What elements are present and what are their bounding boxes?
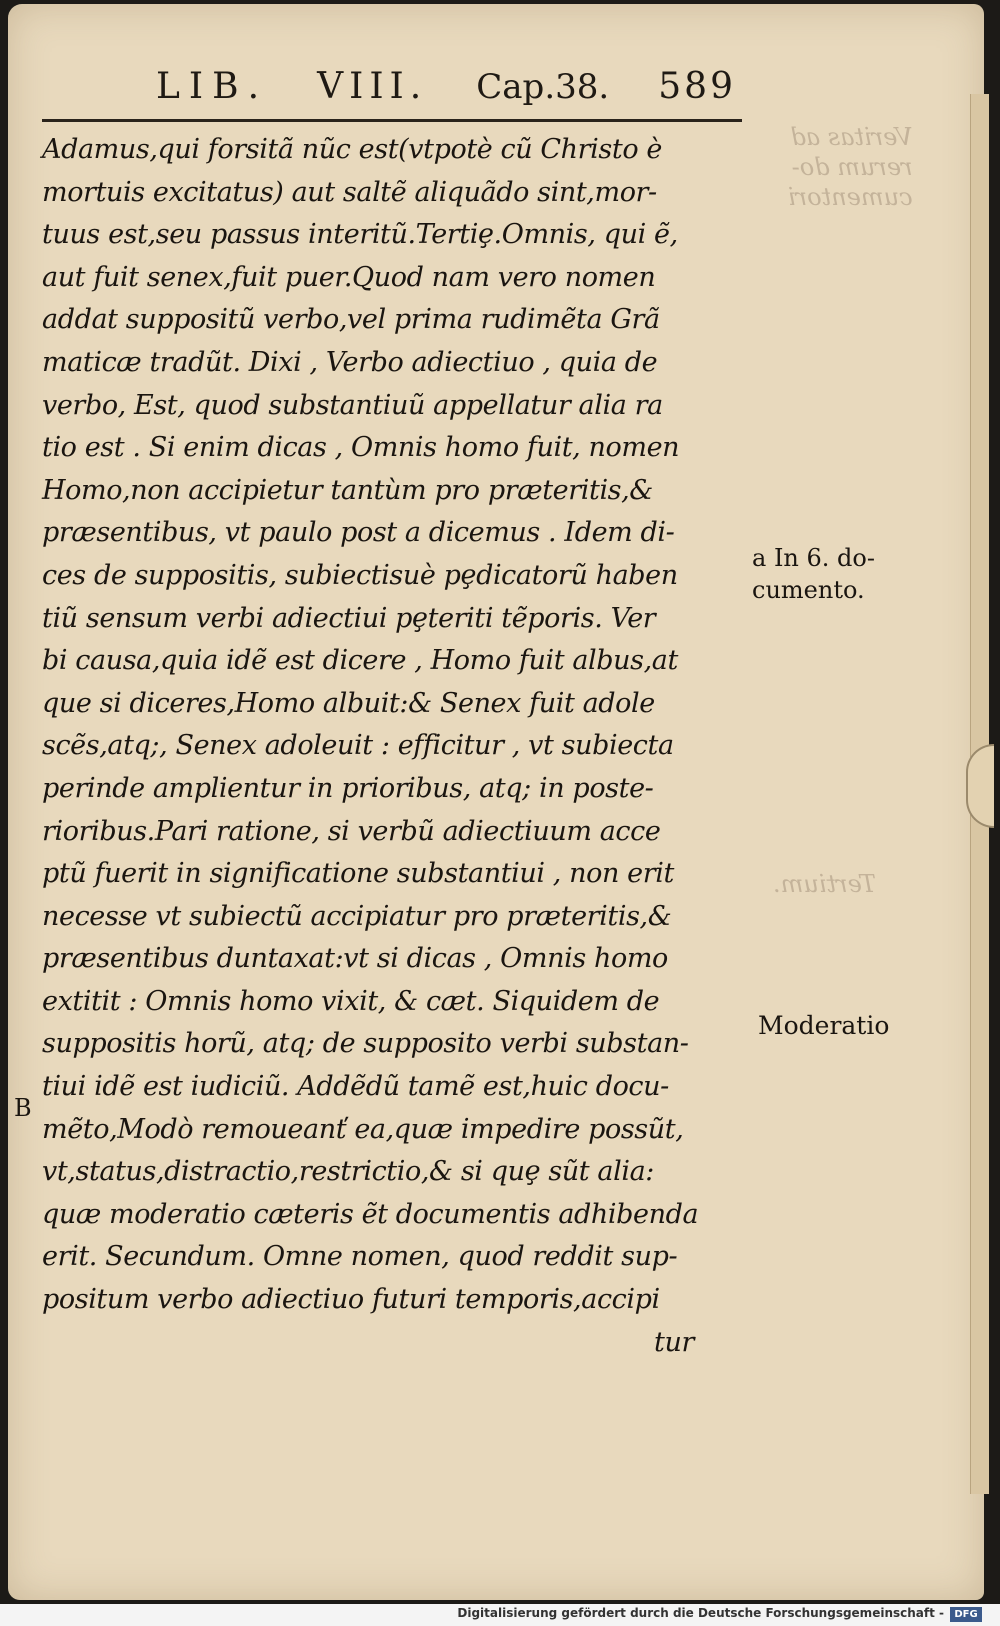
text-line: addat suppositũ verbo,vel prima rudimẽta Grã [42,304,660,336]
text-line: suppositis horũ, atq; de supposito verbi substan- [42,1028,689,1060]
text-line: scẽs,atq;, Senex adoleuit : efficitur , vt subiecta [42,730,674,762]
text-line: tiui idẽ est iudiciũ. Addẽdũ tamẽ est,huic docu- [42,1071,669,1103]
text-line: necesse vt subiectũ accipiatur pro præteritis,& [42,900,672,932]
text-line: positum verbo adiectiuo futuri temporis,accipi [42,1284,660,1316]
text-line: tio est . Si enim dicas , Omnis homo fuit, nomen [42,432,680,464]
text-line: erit. Secundum. Omne nomen, quod reddit sup- [42,1241,678,1273]
text-line: Homo,non accipietur tantùm pro præteritis,& [42,474,653,506]
page-number: 589 [658,66,736,107]
text-line: præsentibus duntaxat:vt si dicas , Omnis homo [42,943,668,975]
catchword: tur [654,1326,694,1358]
text-line: extitit : Omnis homo vixit, & cæt. Siquidem de [42,985,660,1017]
footer-credit: Digitalisierung gefördert durch die Deutsche Forschungsgemeinschaft - [457,1606,944,1620]
text-line: tuus est,seu passus interitũ.Tertiȩ.Omnis, qui ẽ, [42,219,678,251]
text-line: mortuis excitatus) aut saltẽ aliquãdo sint,mor- [42,176,657,208]
book-page [8,4,984,1600]
text-line: Adamus,qui forsitã nũc est(vtpotè cũ Christo è [42,134,662,165]
body-text [42,129,742,1364]
text-line: tiũ sensum verbi adiectiui pȩteriti tẽporis. Ver [42,602,656,634]
text-line: ptũ fuerit in significatione substantiui , non erit [42,858,674,890]
text-line: perinde amplientur in prioribus, atq; in poste- [42,772,654,804]
margin-note-reference: a In 6. do- cumento. [752,544,875,604]
book-label: LIB. [156,66,269,107]
header-rule [42,119,742,122]
text-line: ces de suppositis, subiectisuè pȩdicatorũ haben [42,559,678,591]
text-line: vt,status,distractio,restrictio,& si quȩ sũt alia: [42,1156,654,1188]
margin-note-moderatio: Moderatio [758,1011,890,1040]
digitization-footer [0,1604,1000,1626]
dfg-logo: DFG [950,1607,982,1622]
show-through-text: Tertium. [773,870,876,898]
text-line: verbo, Est, quod substantiuũ appellatur alia ra [42,389,663,421]
text-line: maticæ tradũt. Dixi , Verbo adiectiuo , quia de [42,346,658,378]
chapter-label: Cap.38. [476,67,610,107]
text-line: que si diceres,Homo albuit:& Senex fuit adole [42,687,655,719]
book-number: VIII. [317,66,428,107]
text-line: aut fuit senex,fuit puer.Quod nam vero nomen [42,261,656,293]
text-line: mẽto,Modò remoueanť ea,quæ impedire possũt, [42,1113,684,1145]
show-through-text: Veritas ad rerum do- cumentori [788,123,913,211]
binding-clasp [966,744,994,828]
signature-mark: B [14,1094,32,1122]
text-line: rioribus.Pari ratione, si verbũ adiectiuum acce [42,815,661,847]
text-line: præsentibus, vt paulo post a dicemus . Idem di- [42,517,675,549]
text-line: quæ moderatio cæteris ẽt documentis adhibenda [42,1198,699,1230]
running-header [156,66,736,110]
text-line: bi causa,quia idẽ est dicere , Homo fuit albus,at [42,645,678,677]
